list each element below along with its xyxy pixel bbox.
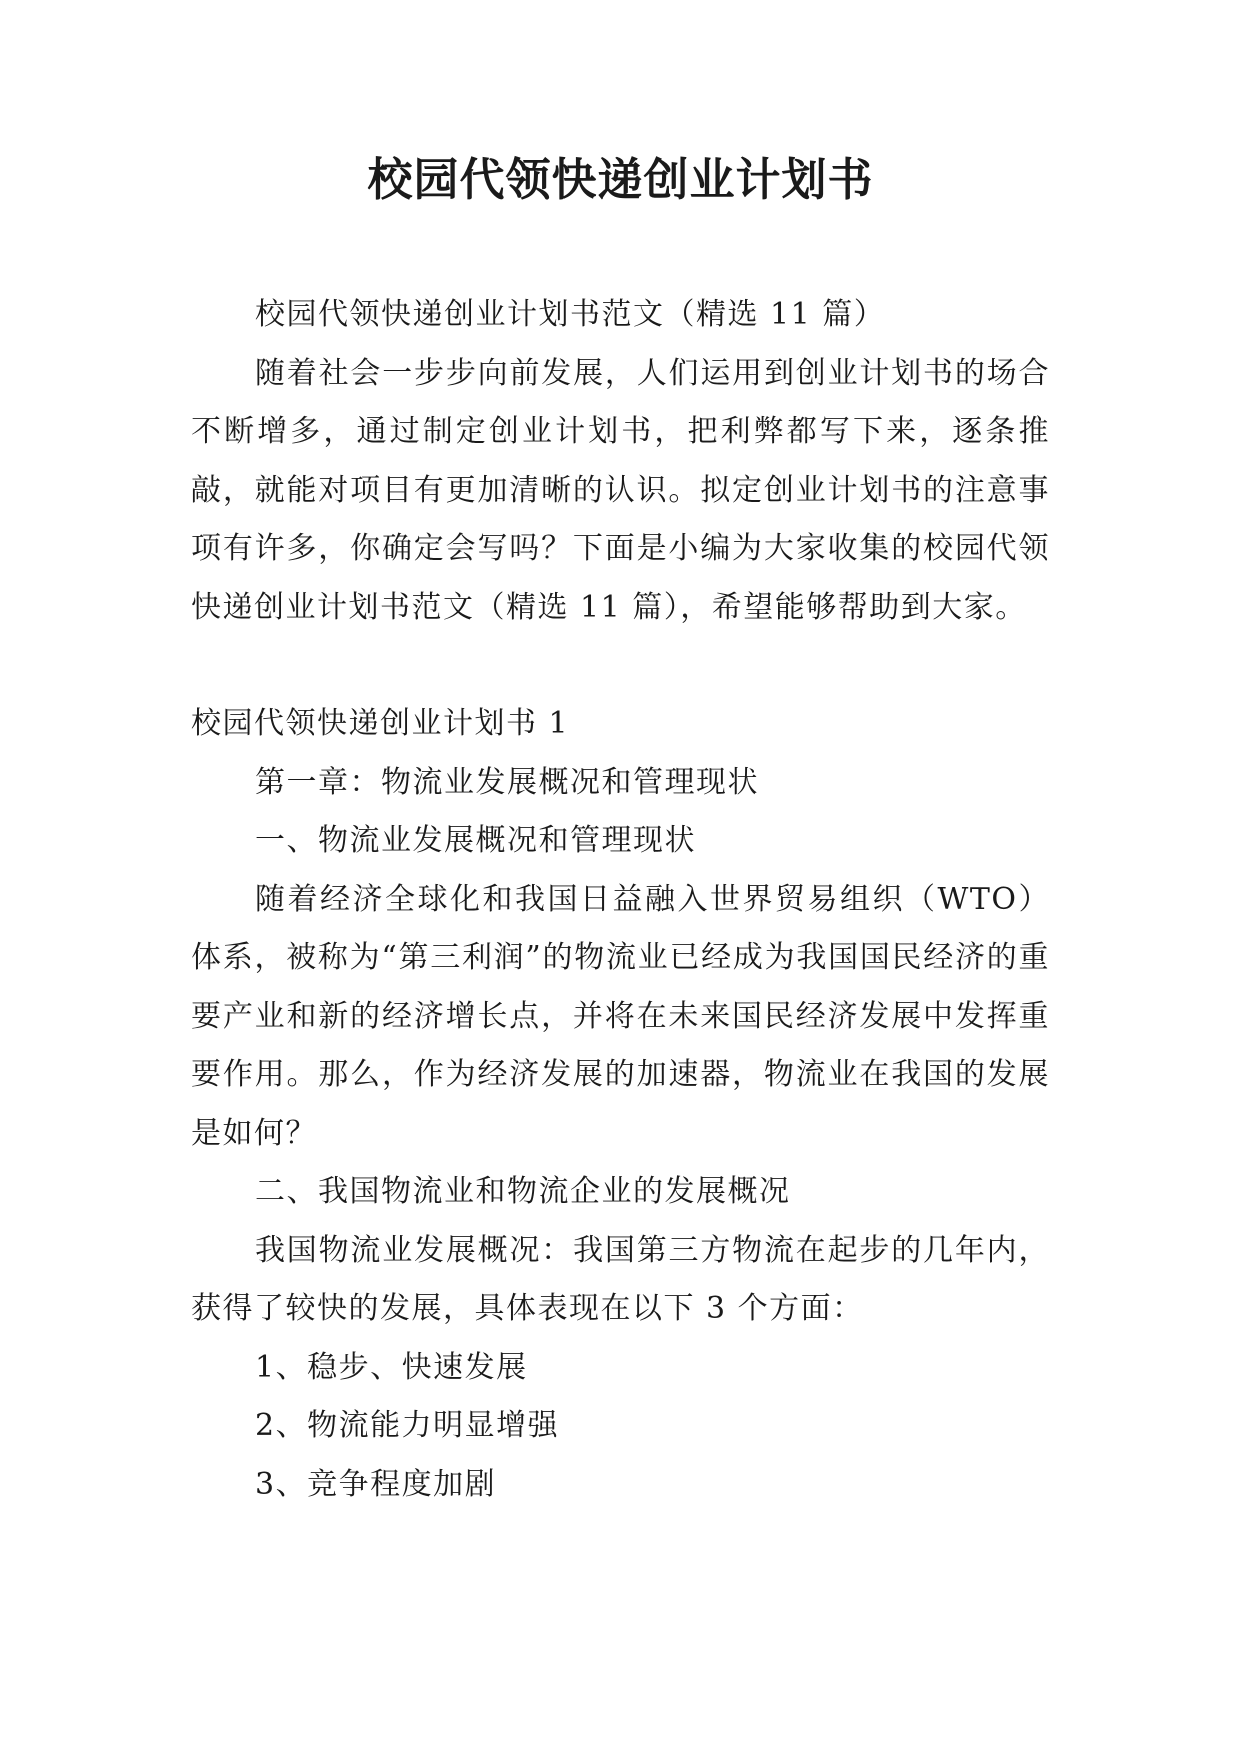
intro-heading: 校园代领快递创业计划书范文（精选 11 篇） — [255, 297, 886, 332]
document-body — [191, 286, 1050, 1514]
list-item: 2、物流能力明显增强 — [255, 1408, 560, 1443]
section-title: 校园代领快递创业计划书 1 — [191, 706, 570, 741]
section-spacer — [191, 637, 1050, 695]
chapter-title: 第一章：物流业发展概况和管理现状 — [255, 764, 759, 800]
list-item: 1、稳步、快速发展 — [255, 1349, 528, 1385]
subsection-heading-2: 二、我国物流业和物流企业的发展概况 — [255, 1174, 791, 1209]
body-paragraph-1: 随着经济全球化和我国日益融入世界贸易组织（WTO）体系，被称为“第三利润”的物流业已经成为我国国民经济的重要产业和新的经济增长点，并将在未来国民经济发展中发挥重要作用。那么，作为经济发展的加速器，物流业在我国的发展是如何？ — [191, 881, 1050, 1151]
document-title: 校园代领快递创业计划书 — [367, 153, 874, 206]
list-item: 3、竞争程度加剧 — [255, 1466, 497, 1502]
body-paragraph-2: 我国物流业发展概况：我国第三方物流在起步的几年内，获得了较快的发展，具体表现在以下 3 个方面： — [191, 1232, 1050, 1326]
intro-paragraph: 随着社会一步步向前发展，人们运用到创业计划书的场合不断增多，通过制定创业计划书，把利弊都写下来，逐条推敲，就能对项目有更加清晰的认识。拟定创业计划书的注意事项有许多，你确定会写吗？下面是小编为大家收集的校园代领快递创业计划书范文（精选 11 篇），希望能够帮助到大家。 — [191, 355, 1050, 625]
subsection-heading-1: 一、物流业发展概况和管理现状 — [255, 823, 696, 858]
